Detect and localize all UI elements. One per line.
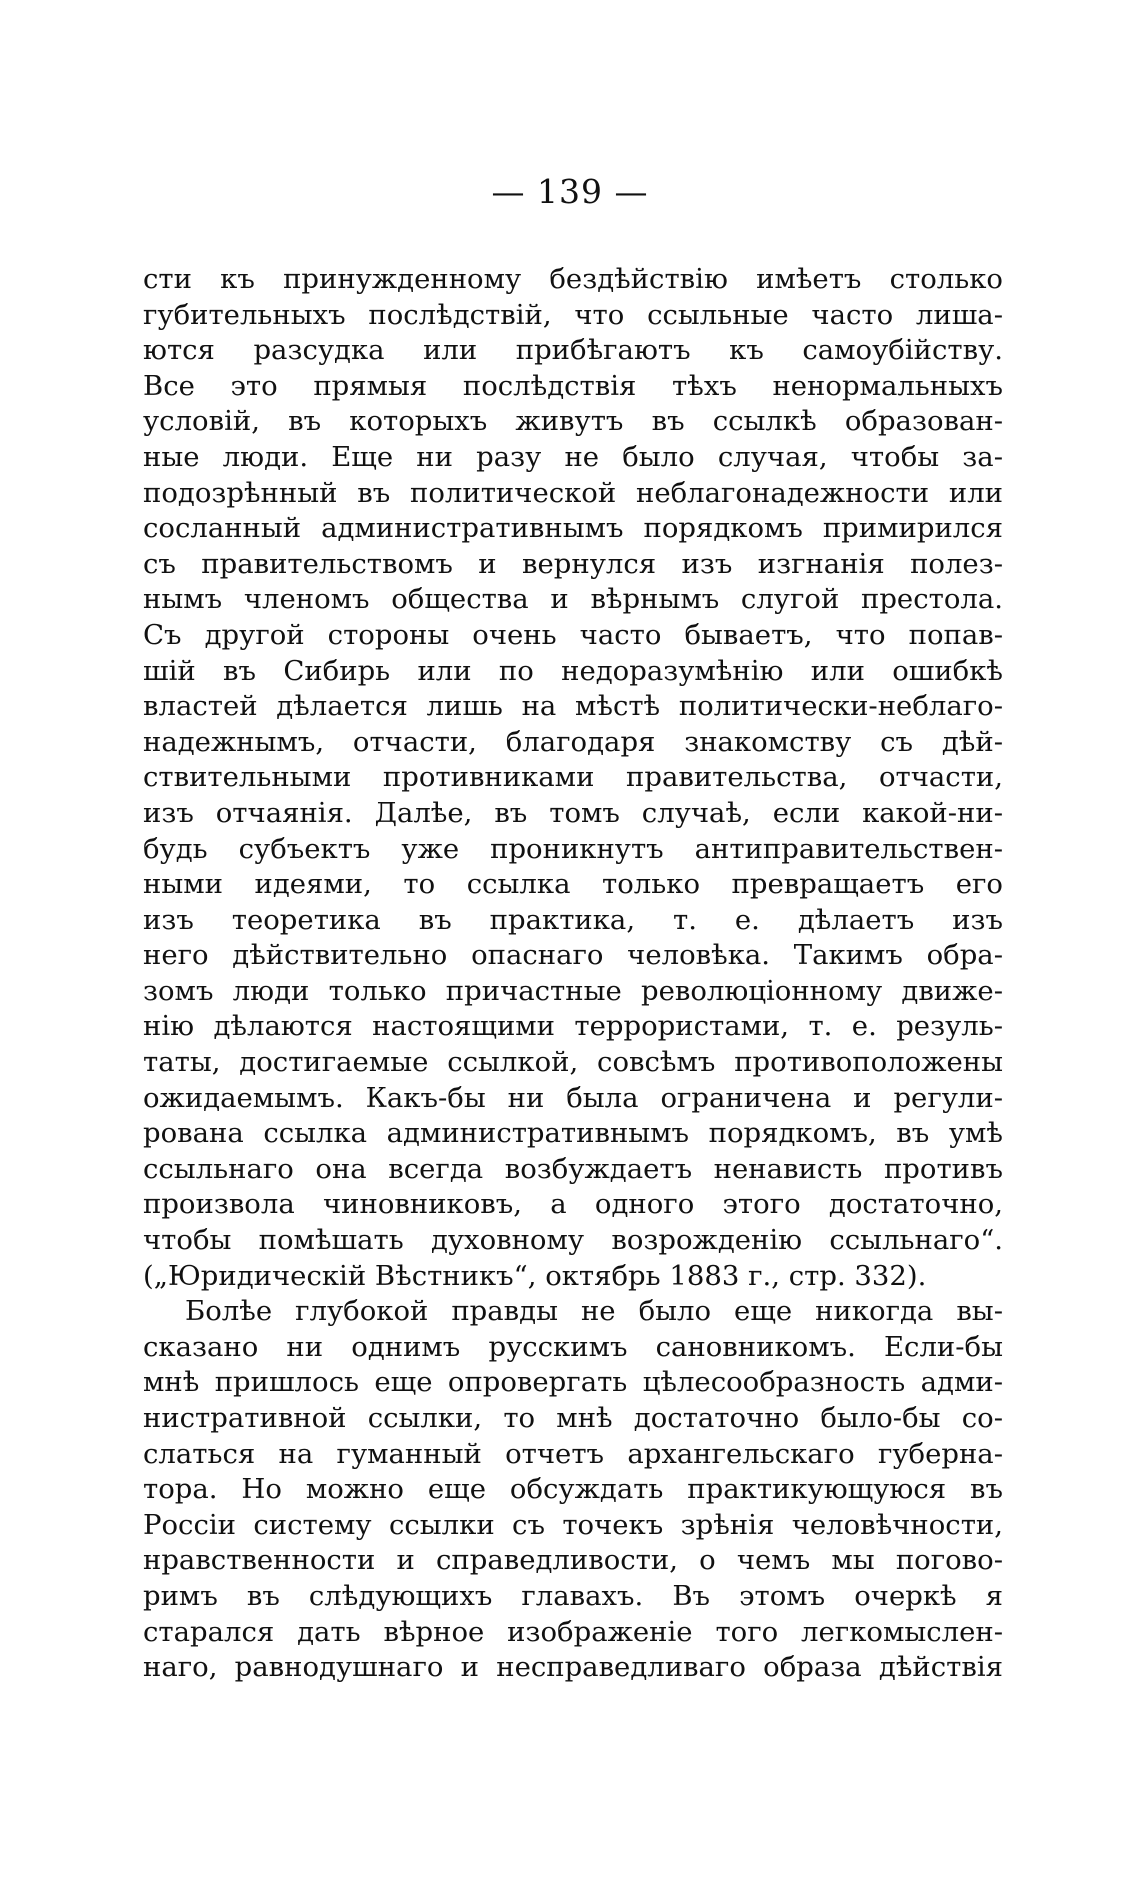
text-line: таты, достигаемые ссылкой, совсѣмъ противоположены: [143, 1046, 1003, 1079]
text-line: рована ссылка административнымъ порядкомъ, въ умѣ: [143, 1117, 1003, 1150]
text-line: Съ другой стороны очень часто бываетъ, что попав-: [143, 618, 1003, 651]
text-line: подозрѣнный въ политической неблагонадежности или: [143, 476, 1003, 509]
text-line: Болѣе глубокой правды не было еще никогда вы-: [185, 1295, 1003, 1328]
text-line: Все это прямыя послѣдствія тѣхъ ненормальныхъ: [143, 369, 1003, 402]
text-line: произвола чиновниковъ, а одного этого достаточно,: [143, 1188, 1003, 1221]
text-line: ются разсудка или прибѣгаютъ къ самоубійству.: [143, 334, 1003, 367]
text-line: надежнымъ, отчасти, благодаря знакомству съ дѣй-: [143, 725, 1003, 758]
text-line: чтобы помѣшать духовному возрожденію ссыльнаго“.: [143, 1224, 1003, 1257]
text-line: старался дать вѣрное изображеніе того легкомыслен-: [143, 1615, 1003, 1648]
text-line: условій, въ которыхъ живутъ въ ссылкѣ образован-: [143, 405, 1003, 438]
text-line: изъ отчаянія. Далѣе, въ томъ случаѣ, если какой-ни-: [143, 796, 1003, 829]
text-line: властей дѣлается лишь на мѣстѣ политически-неблаго-: [143, 690, 1003, 723]
text-line: („Юридическій Вѣстникъ“, октябрь 1883 г., стр. 332).: [143, 1259, 927, 1292]
text-line: ные люди. Еще ни разу не было случая, чтобы за-: [143, 440, 1003, 473]
text-line: ссыльнаго она всегда возбуждаетъ ненависть противъ: [143, 1152, 1003, 1185]
text-line: нію дѣлаются настоящими террористами, т. е. резуль-: [143, 1010, 1003, 1043]
text-line: шій въ Сибирь или по недоразумѣнію или ошибкѣ: [143, 654, 1003, 687]
text-line: нравственности и справедливости, о чемъ мы погово-: [143, 1544, 1003, 1577]
text-line: ожидаемымъ. Какъ-бы ни была ограничена и регули-: [143, 1081, 1003, 1114]
text-line: Россіи систему ссылки съ точекъ зрѣнія человѣчности,: [143, 1508, 1003, 1541]
text-line: будь субъектъ уже проникнутъ антиправительствен-: [143, 832, 1003, 865]
text-line: нистративной ссылки, то мнѣ достаточно было-бы со-: [143, 1402, 1003, 1434]
text-line: изъ теоретика въ практика, т. е. дѣлаетъ изъ: [143, 903, 1003, 936]
text-line: сосланный административнымъ порядкомъ примирился: [143, 512, 1003, 545]
body-text: [143, 262, 1003, 1686]
text-line: ными идеями, то ссылка только превращаетъ его: [143, 868, 1003, 901]
text-line: зомъ люди только причастные революціонному движе-: [143, 974, 1003, 1007]
text-line: ствительными противниками правительства, отчасти,: [143, 761, 1003, 794]
text-line: слаться на гуманный отчетъ архангельскаго губерна-: [143, 1437, 1003, 1470]
text-line: мнѣ пришлось еще опровергать цѣлесообразность адми-: [143, 1366, 1003, 1399]
text-line: сти къ принужденному бездѣйствію имѣетъ столько: [143, 263, 1003, 295]
text-line: нымъ членомъ общества и вѣрнымъ слугой престола.: [143, 583, 1003, 616]
text-line: сказано ни однимъ русскимъ сановникомъ. Если-бы: [143, 1330, 1003, 1363]
text-line: наго, равнодушнаго и несправедливаго образа дѣйствія: [143, 1651, 1003, 1684]
text-line: римъ въ слѣдующихъ главахъ. Въ этомъ очеркѣ я: [143, 1579, 1003, 1612]
text-line: него дѣйствительно опаснаго человѣка. Такимъ обра-: [143, 939, 1003, 972]
text-line: тора. Но можно еще обсуждать практикующуюся въ: [143, 1473, 1003, 1506]
text-line: съ правительствомъ и вернулся изъ изгнанія полез-: [143, 547, 1003, 580]
text-line: губительныхъ послѣдствій, что ссыльные часто лиша-: [143, 298, 1003, 331]
page-number: — 139 —: [491, 172, 649, 211]
